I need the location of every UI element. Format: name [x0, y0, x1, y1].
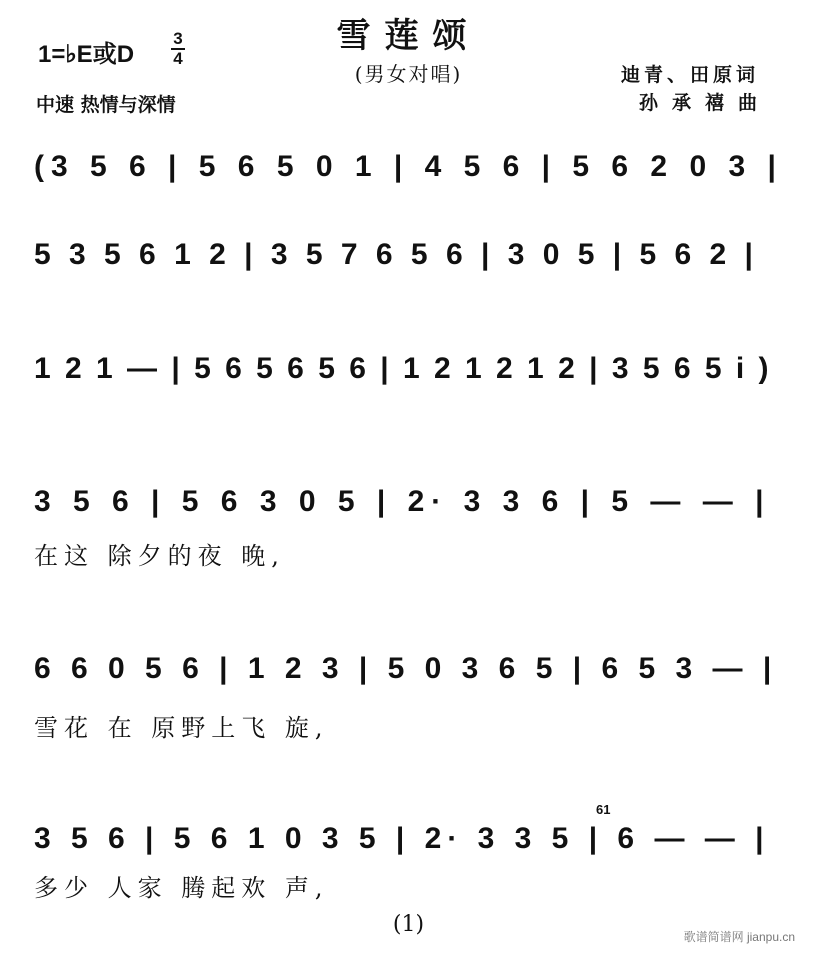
score-row-5	[34, 652, 789, 712]
lyricist-credit: 迪青、田原词	[620, 64, 759, 86]
notation-line: 3 5 6 | 5 6 3 0 5 | 2· 3 3 6 | 5 — — |	[34, 485, 771, 518]
score-row-3	[34, 352, 789, 412]
notation-line: 5 3 5 6 1 2 | 3 5 7 6 5 6 | 3 0 5 | 5 6 2 |	[34, 238, 758, 271]
grace-note: 61	[596, 802, 611, 817]
score-row-2	[34, 238, 789, 298]
song-subtitle: (男女对唱)	[354, 62, 463, 86]
notation-line: 3 5 6 | 5 6 1 0 3 5 | 2· 3 3 5 | 6 — — |	[34, 822, 770, 855]
notation-line: 6 6 0 5 6 | 1 2 3 | 5 0 3 6 5 | 6 5 3 — |	[34, 652, 778, 685]
page-number: (1)	[392, 912, 425, 937]
site-watermark: 歌谱简谱网 jianpu.cn	[683, 930, 795, 944]
time-signature-top: 3	[173, 29, 183, 48]
notation-line: 1 2 1 — | 5 6 5 6 5 6 | 1 2 1 2 1 2 | 3 5 6 5 i )	[34, 352, 772, 385]
tempo-marking: 中速 热情与深情	[36, 94, 176, 116]
lyric-line-2: 雪花 在 原野上飞 旋,	[34, 714, 329, 742]
time-signature-bottom: 4	[173, 49, 183, 68]
lyric-line-3: 多少 人家 腾起欢 声,	[34, 874, 329, 902]
lyric-line-1: 在这 除夕的夜 晚,	[34, 542, 285, 570]
key-signature: 1=♭E或D	[38, 41, 135, 68]
score-row-1	[34, 150, 789, 210]
time-signature	[170, 30, 186, 68]
composer-credit: 孙承禧曲	[638, 92, 771, 114]
song-title: 雪莲颂	[336, 16, 481, 56]
notation-line: (3 5 6 | 5 6 5 0 1 | 4 5 6 | 5 6 2 0 3 |	[34, 150, 783, 183]
